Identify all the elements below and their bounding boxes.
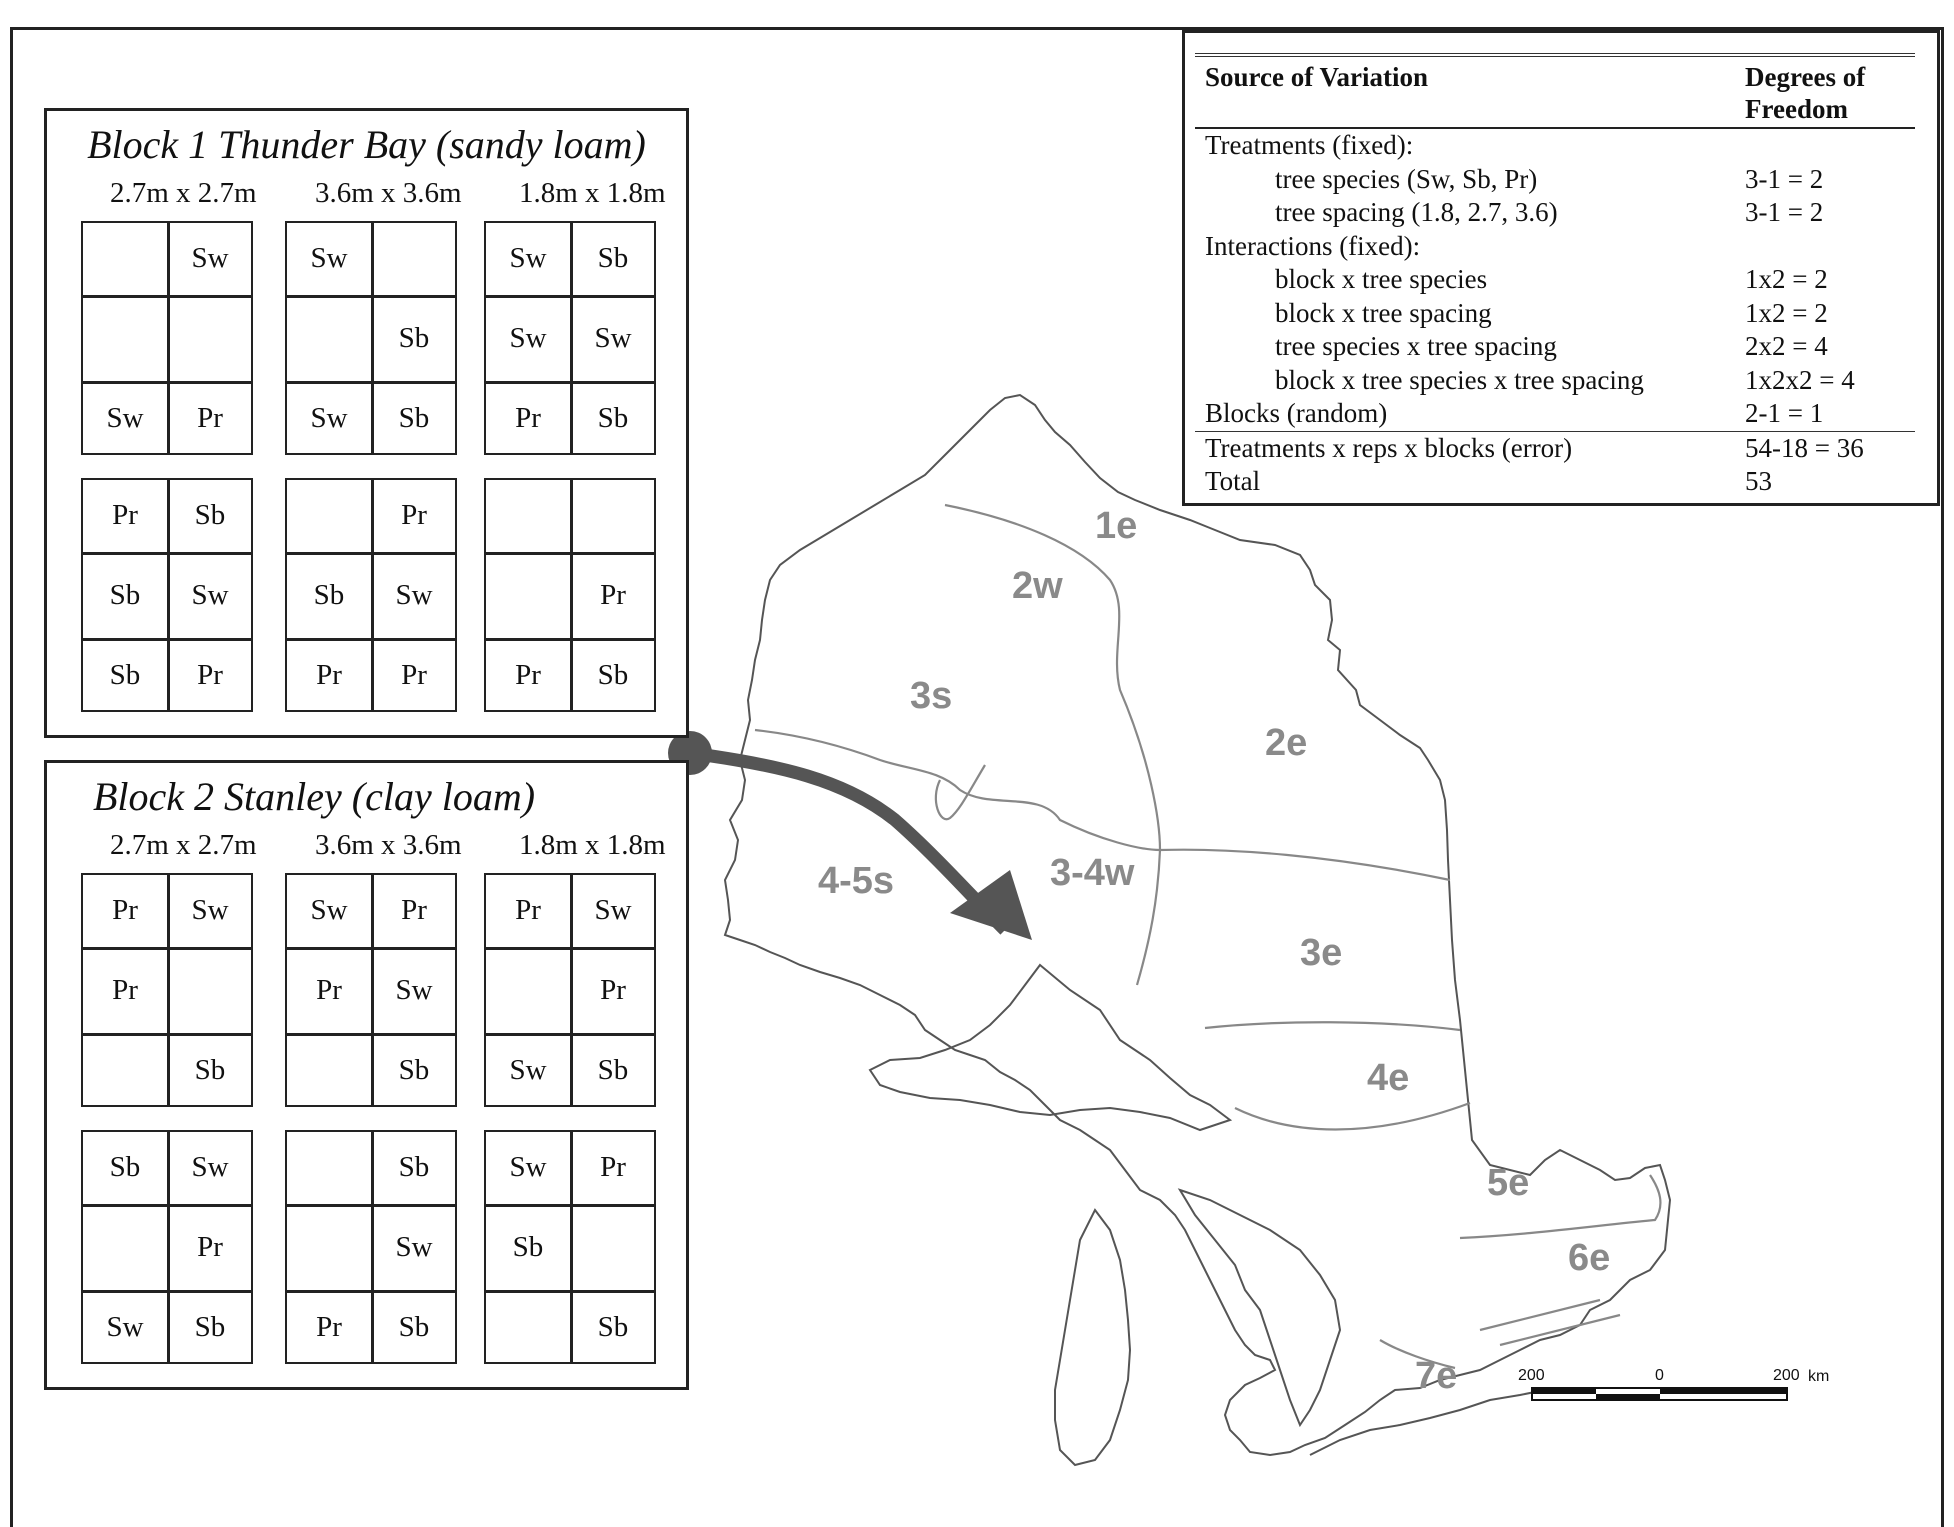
anova-source-cell: Total	[1205, 466, 1261, 496]
species-cell: Pr	[112, 498, 138, 531]
anova-row	[1195, 465, 1915, 499]
species-cell	[373, 223, 455, 293]
species-cell: Pr	[515, 893, 541, 926]
species-cell: Sb	[597, 658, 629, 691]
species-cell: Sb	[398, 1150, 430, 1183]
anova-df-cell: 1x2x2 = 4	[1745, 364, 1855, 395]
species-cell: Sw	[509, 321, 547, 354]
species-cell: Pr	[600, 1150, 626, 1183]
species-cell: Pr	[401, 893, 427, 926]
species-cell: Sw	[509, 1150, 547, 1183]
lake-michigan	[1055, 1210, 1130, 1465]
block1-plot-1	[81, 221, 253, 455]
species-cell	[572, 1206, 654, 1288]
species-cell: Sb	[194, 1053, 226, 1086]
anova-row	[1195, 330, 1915, 364]
zone-label-5e: 5e	[1487, 1162, 1530, 1204]
anova-source-cell: tree species x tree spacing	[1275, 331, 1557, 361]
scale-label-unit: km	[1808, 1368, 1830, 1385]
anova-row	[1195, 364, 1915, 398]
block-1-spacing-3: 1.8m x 1.8m	[519, 177, 666, 209]
species-cell: Pr	[600, 973, 626, 1006]
species-cell: Sb	[313, 578, 345, 611]
species-cell	[287, 480, 371, 550]
anova-df-cell: 1x2 = 2	[1745, 264, 1828, 294]
ontario-outline	[725, 395, 1670, 1455]
species-cell: Sb	[398, 1310, 430, 1343]
species-cell: Sw	[310, 241, 348, 274]
species-cell	[83, 223, 167, 293]
species-cell: Pr	[401, 498, 427, 531]
species-cell: Pr	[316, 658, 342, 691]
anova-source-cell: Blocks (random)	[1205, 398, 1388, 428]
block-1-spacing-2: 3.6m x 3.6m	[315, 177, 462, 209]
zone-label-4-5s: 4-5s	[818, 860, 895, 902]
species-cell: Sw	[395, 578, 433, 611]
species-cell	[486, 480, 570, 550]
block1-plot-5	[285, 478, 457, 712]
species-cell: Sb	[597, 1310, 629, 1343]
species-cell: Sw	[395, 973, 433, 1006]
species-cell	[572, 480, 654, 550]
zone-boundaries	[755, 505, 1660, 1368]
anova-source-cell: block x tree spacing	[1275, 297, 1492, 328]
zone-label-3s: 3s	[910, 675, 953, 717]
block-1-spacing-1: 2.7m x 2.7m	[110, 177, 257, 209]
anova-row	[1195, 431, 1915, 465]
species-cell: Sb	[398, 401, 430, 434]
block-2-layout	[44, 760, 689, 1390]
species-cell: Pr	[112, 973, 138, 1006]
species-cell	[486, 1292, 570, 1362]
species-cell	[287, 1035, 371, 1105]
anova-row	[1195, 196, 1915, 230]
block1-plot-3	[484, 221, 656, 455]
species-cell: Sw	[310, 401, 348, 434]
species-cell: Sw	[509, 241, 547, 274]
species-cell: Pr	[515, 658, 541, 691]
anova-source-cell: block x tree species	[1275, 264, 1488, 294]
anova-source-cell: tree spacing (1.8, 2.7, 3.6)	[1275, 197, 1558, 227]
species-cell: Pr	[600, 578, 626, 611]
scale-label-left: 200	[1518, 1367, 1545, 1384]
species-cell: Sw	[106, 401, 144, 434]
species-cell: Sw	[310, 893, 348, 926]
species-cell: Sw	[594, 321, 632, 354]
species-cell	[169, 297, 251, 379]
block1-plot-4	[81, 478, 253, 712]
anova-df-cell	[1735, 230, 1915, 264]
anova-df-cell: 3-1 = 2	[1745, 197, 1824, 227]
species-cell: Sb	[597, 401, 629, 434]
block-2-spacing-3: 1.8m x 1.8m	[519, 829, 666, 861]
anova-source-cell: tree species (Sw, Sb, Pr)	[1275, 163, 1538, 194]
anova-df-cell	[1735, 128, 1915, 163]
species-cell: Sw	[191, 893, 229, 926]
species-cell: Pr	[401, 658, 427, 691]
species-cell	[486, 949, 570, 1031]
anova-df-cell: 1x2 = 2	[1745, 297, 1828, 328]
zone-label-2e: 2e	[1265, 722, 1308, 764]
block1-plot-2	[285, 221, 457, 455]
block2-plot-6	[484, 1130, 656, 1364]
zone-label-7e: 7e	[1415, 1355, 1458, 1397]
species-cell	[83, 1035, 167, 1105]
species-cell: Sb	[398, 1053, 430, 1086]
species-cell	[287, 1206, 371, 1288]
anova-header-source: Source of Variation	[1205, 62, 1429, 92]
anova-table-box	[1182, 30, 1940, 506]
species-cell: Sw	[395, 1230, 433, 1263]
anova-row	[1195, 397, 1915, 431]
block2-plot-1	[81, 873, 253, 1107]
species-cell: Sb	[194, 1310, 226, 1343]
species-cell	[486, 554, 570, 636]
anova-table	[1195, 53, 1915, 499]
species-cell: Sb	[194, 498, 226, 531]
species-cell: Sb	[512, 1230, 544, 1263]
species-cell	[83, 1206, 167, 1288]
block-1-title: Block 1 Thunder Bay (sandy loam)	[87, 122, 646, 167]
species-cell: Pr	[197, 658, 223, 691]
species-cell: Sw	[191, 578, 229, 611]
species-cell: Sw	[509, 1053, 547, 1086]
block-2-spacing-2: 3.6m x 3.6m	[315, 829, 462, 861]
lake-superior	[870, 965, 1230, 1130]
location-arrow	[668, 731, 1032, 940]
zone-label-6e: 6e	[1568, 1237, 1611, 1279]
zone-label-3e: 3e	[1300, 932, 1343, 974]
block-1-layout	[44, 108, 689, 738]
species-cell: Sb	[109, 1150, 141, 1183]
anova-source-cell: Interactions (fixed):	[1205, 230, 1421, 261]
block-2-spacing-1: 2.7m x 2.7m	[110, 829, 257, 861]
species-cell: Pr	[197, 1230, 223, 1263]
scale-label-middle: 0	[1655, 1367, 1664, 1384]
scale-label-right: 200	[1773, 1367, 1800, 1384]
anova-source-cell: Treatments x reps x blocks (error)	[1205, 432, 1573, 463]
anova-source-cell: block x tree species x tree spacing	[1275, 364, 1644, 395]
lower-lakes	[1310, 1390, 1545, 1455]
anova-df-cell: 2x2 = 4	[1745, 331, 1828, 361]
zone-label-3-4w: 3-4w	[1050, 852, 1135, 894]
species-cell: Pr	[112, 893, 138, 926]
anova-header-df: Degrees of Freedom	[1745, 62, 1866, 124]
block2-plot-4	[81, 1130, 253, 1364]
anova-row	[1195, 297, 1915, 331]
species-cell: Pr	[515, 401, 541, 434]
anova-row	[1195, 263, 1915, 297]
block-2-title: Block 2 Stanley (clay loam)	[93, 774, 536, 819]
species-cell: Sb	[398, 321, 430, 354]
block2-plot-3	[484, 873, 656, 1107]
species-cell: Pr	[316, 1310, 342, 1343]
species-cell	[83, 297, 167, 379]
zone-label-4e: 4e	[1367, 1057, 1410, 1099]
block2-plot-2	[285, 873, 457, 1107]
zone-label-1e: 1e	[1095, 505, 1138, 547]
zone-label-2w: 2w	[1012, 565, 1063, 607]
anova-row	[1195, 230, 1915, 264]
species-cell: Sw	[191, 1150, 229, 1183]
species-cell: Sw	[594, 893, 632, 926]
anova-df-cell: 54-18 = 36	[1745, 432, 1864, 463]
anova-df-cell: 2-1 = 1	[1745, 398, 1824, 428]
scale-bar	[1518, 1367, 1829, 1400]
anova-df-cell: 3-1 = 2	[1745, 163, 1824, 194]
species-cell: Sb	[597, 1053, 629, 1086]
species-cell: Sw	[106, 1310, 144, 1343]
species-cell: Sb	[597, 241, 629, 274]
species-cell	[169, 949, 251, 1031]
species-cell: Pr	[316, 973, 342, 1006]
species-cell: Sb	[109, 578, 141, 611]
anova-header-row	[1195, 55, 1915, 128]
lake-huron	[1180, 1190, 1340, 1425]
block1-plot-6	[484, 478, 656, 712]
anova-row	[1195, 128, 1915, 163]
species-cell: Pr	[197, 401, 223, 434]
block2-plot-5	[285, 1130, 457, 1364]
species-cell: Sb	[109, 658, 141, 691]
species-cell	[287, 1132, 371, 1202]
species-cell: Sw	[191, 241, 229, 274]
species-cell	[287, 297, 371, 379]
anova-row	[1195, 163, 1915, 197]
anova-df-cell: 53	[1745, 466, 1772, 496]
zone-labels	[818, 505, 1610, 1397]
anova-source-cell: Treatments (fixed):	[1205, 130, 1414, 160]
